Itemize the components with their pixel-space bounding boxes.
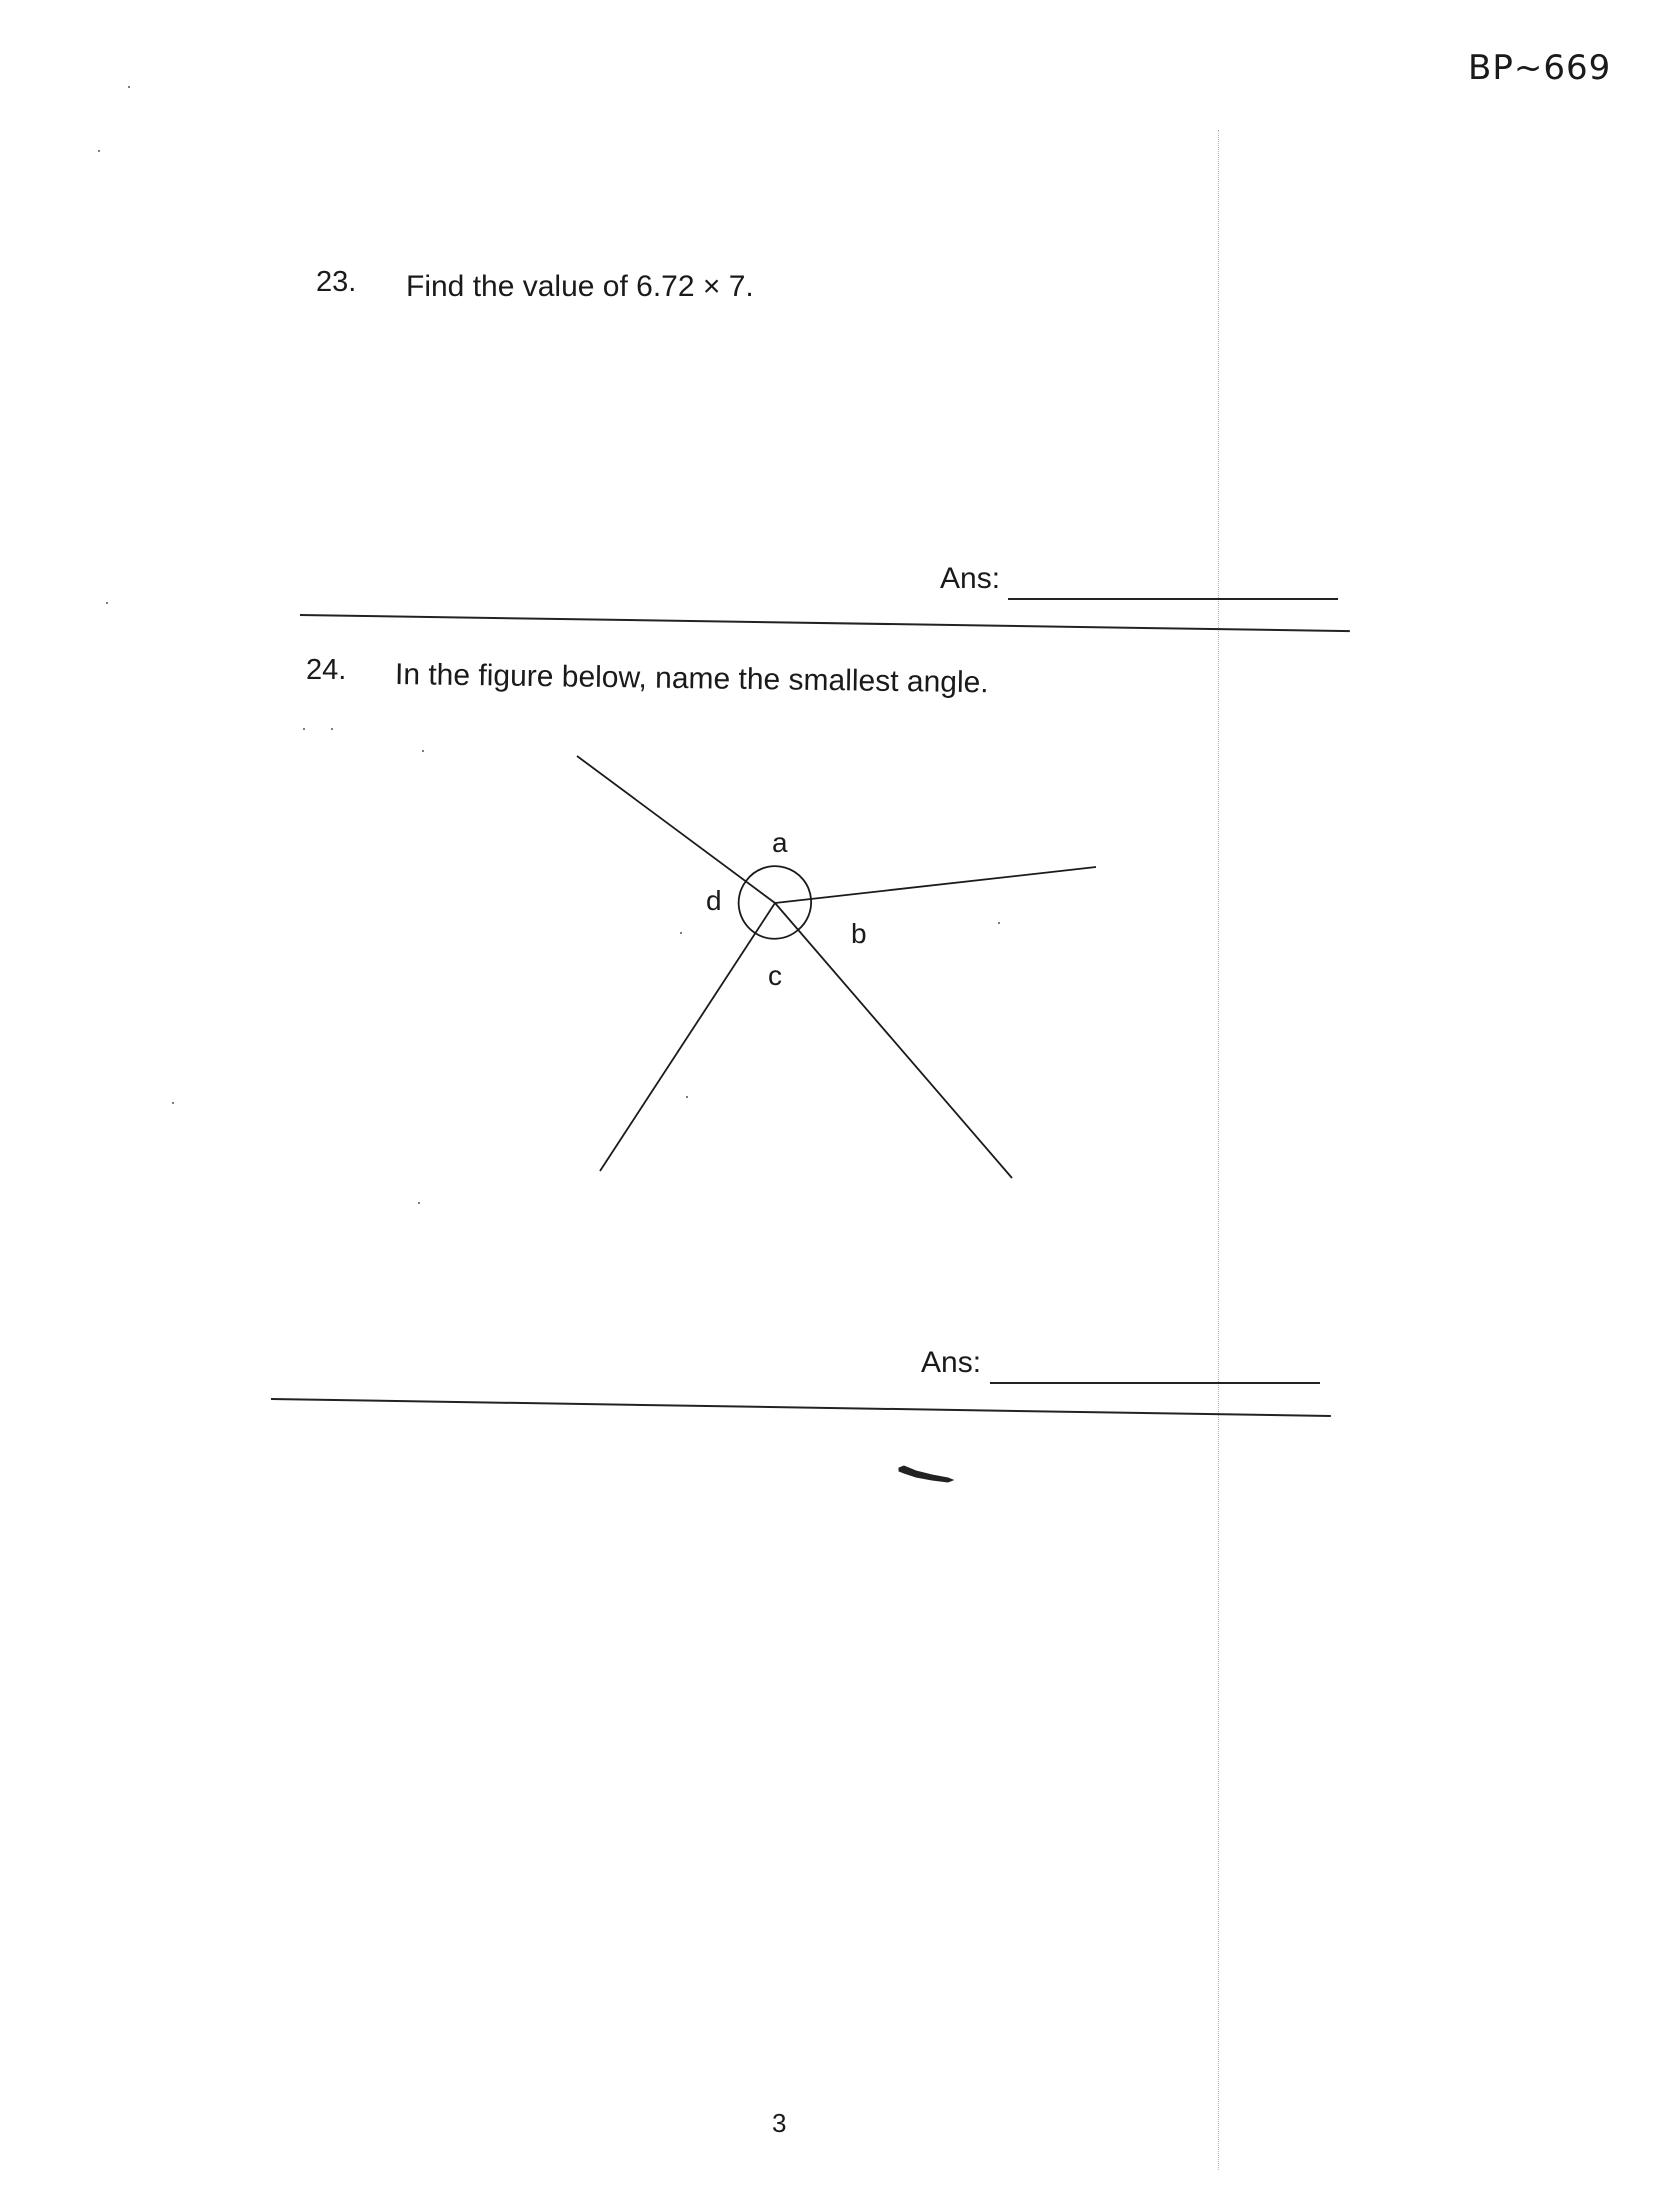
question-number: 23. [316,266,357,298]
scan-speck [422,750,424,752]
document-code: BP~669 [1468,48,1612,88]
answer-field[interactable] [990,1382,1320,1384]
ray-lower-right [775,903,1012,1178]
scan-speck [98,150,100,152]
ray-right [775,867,1096,903]
question-text: Find the value of 6.72 × 7. [406,270,754,303]
scan-speck [686,1096,688,1098]
page-number: 3 [772,2108,787,2138]
scan-speck [998,922,1000,924]
arc-b [798,899,811,930]
angle-label-a: a [772,827,788,858]
arc-a [746,866,811,899]
arc-c [755,930,798,939]
angle-label-d: d [706,885,722,916]
ray-lower-left [600,903,775,1171]
question-text: In the figure below, name the smallest angle. [394,658,989,700]
page-fold-line [1218,130,1219,2170]
angle-figure [560,740,1120,1190]
scan-speck [303,728,305,730]
scan-speck [418,1202,420,1204]
answer-label: Ans: [921,1346,982,1379]
scan-speck [106,602,108,604]
answer-label: Ans: [940,562,1001,595]
pen-mark [896,1462,956,1486]
scan-speck [680,932,682,934]
angle-label-c: c [768,960,782,991]
section-divider [300,614,1350,632]
scan-speck [331,728,333,730]
question-number: 24. [306,654,347,686]
scan-speck [128,86,130,88]
answer-field[interactable] [1008,598,1338,600]
section-divider [271,1398,1331,1417]
arc-d [739,881,755,933]
angle-label-b: b [851,918,867,949]
scan-speck [172,1102,174,1104]
